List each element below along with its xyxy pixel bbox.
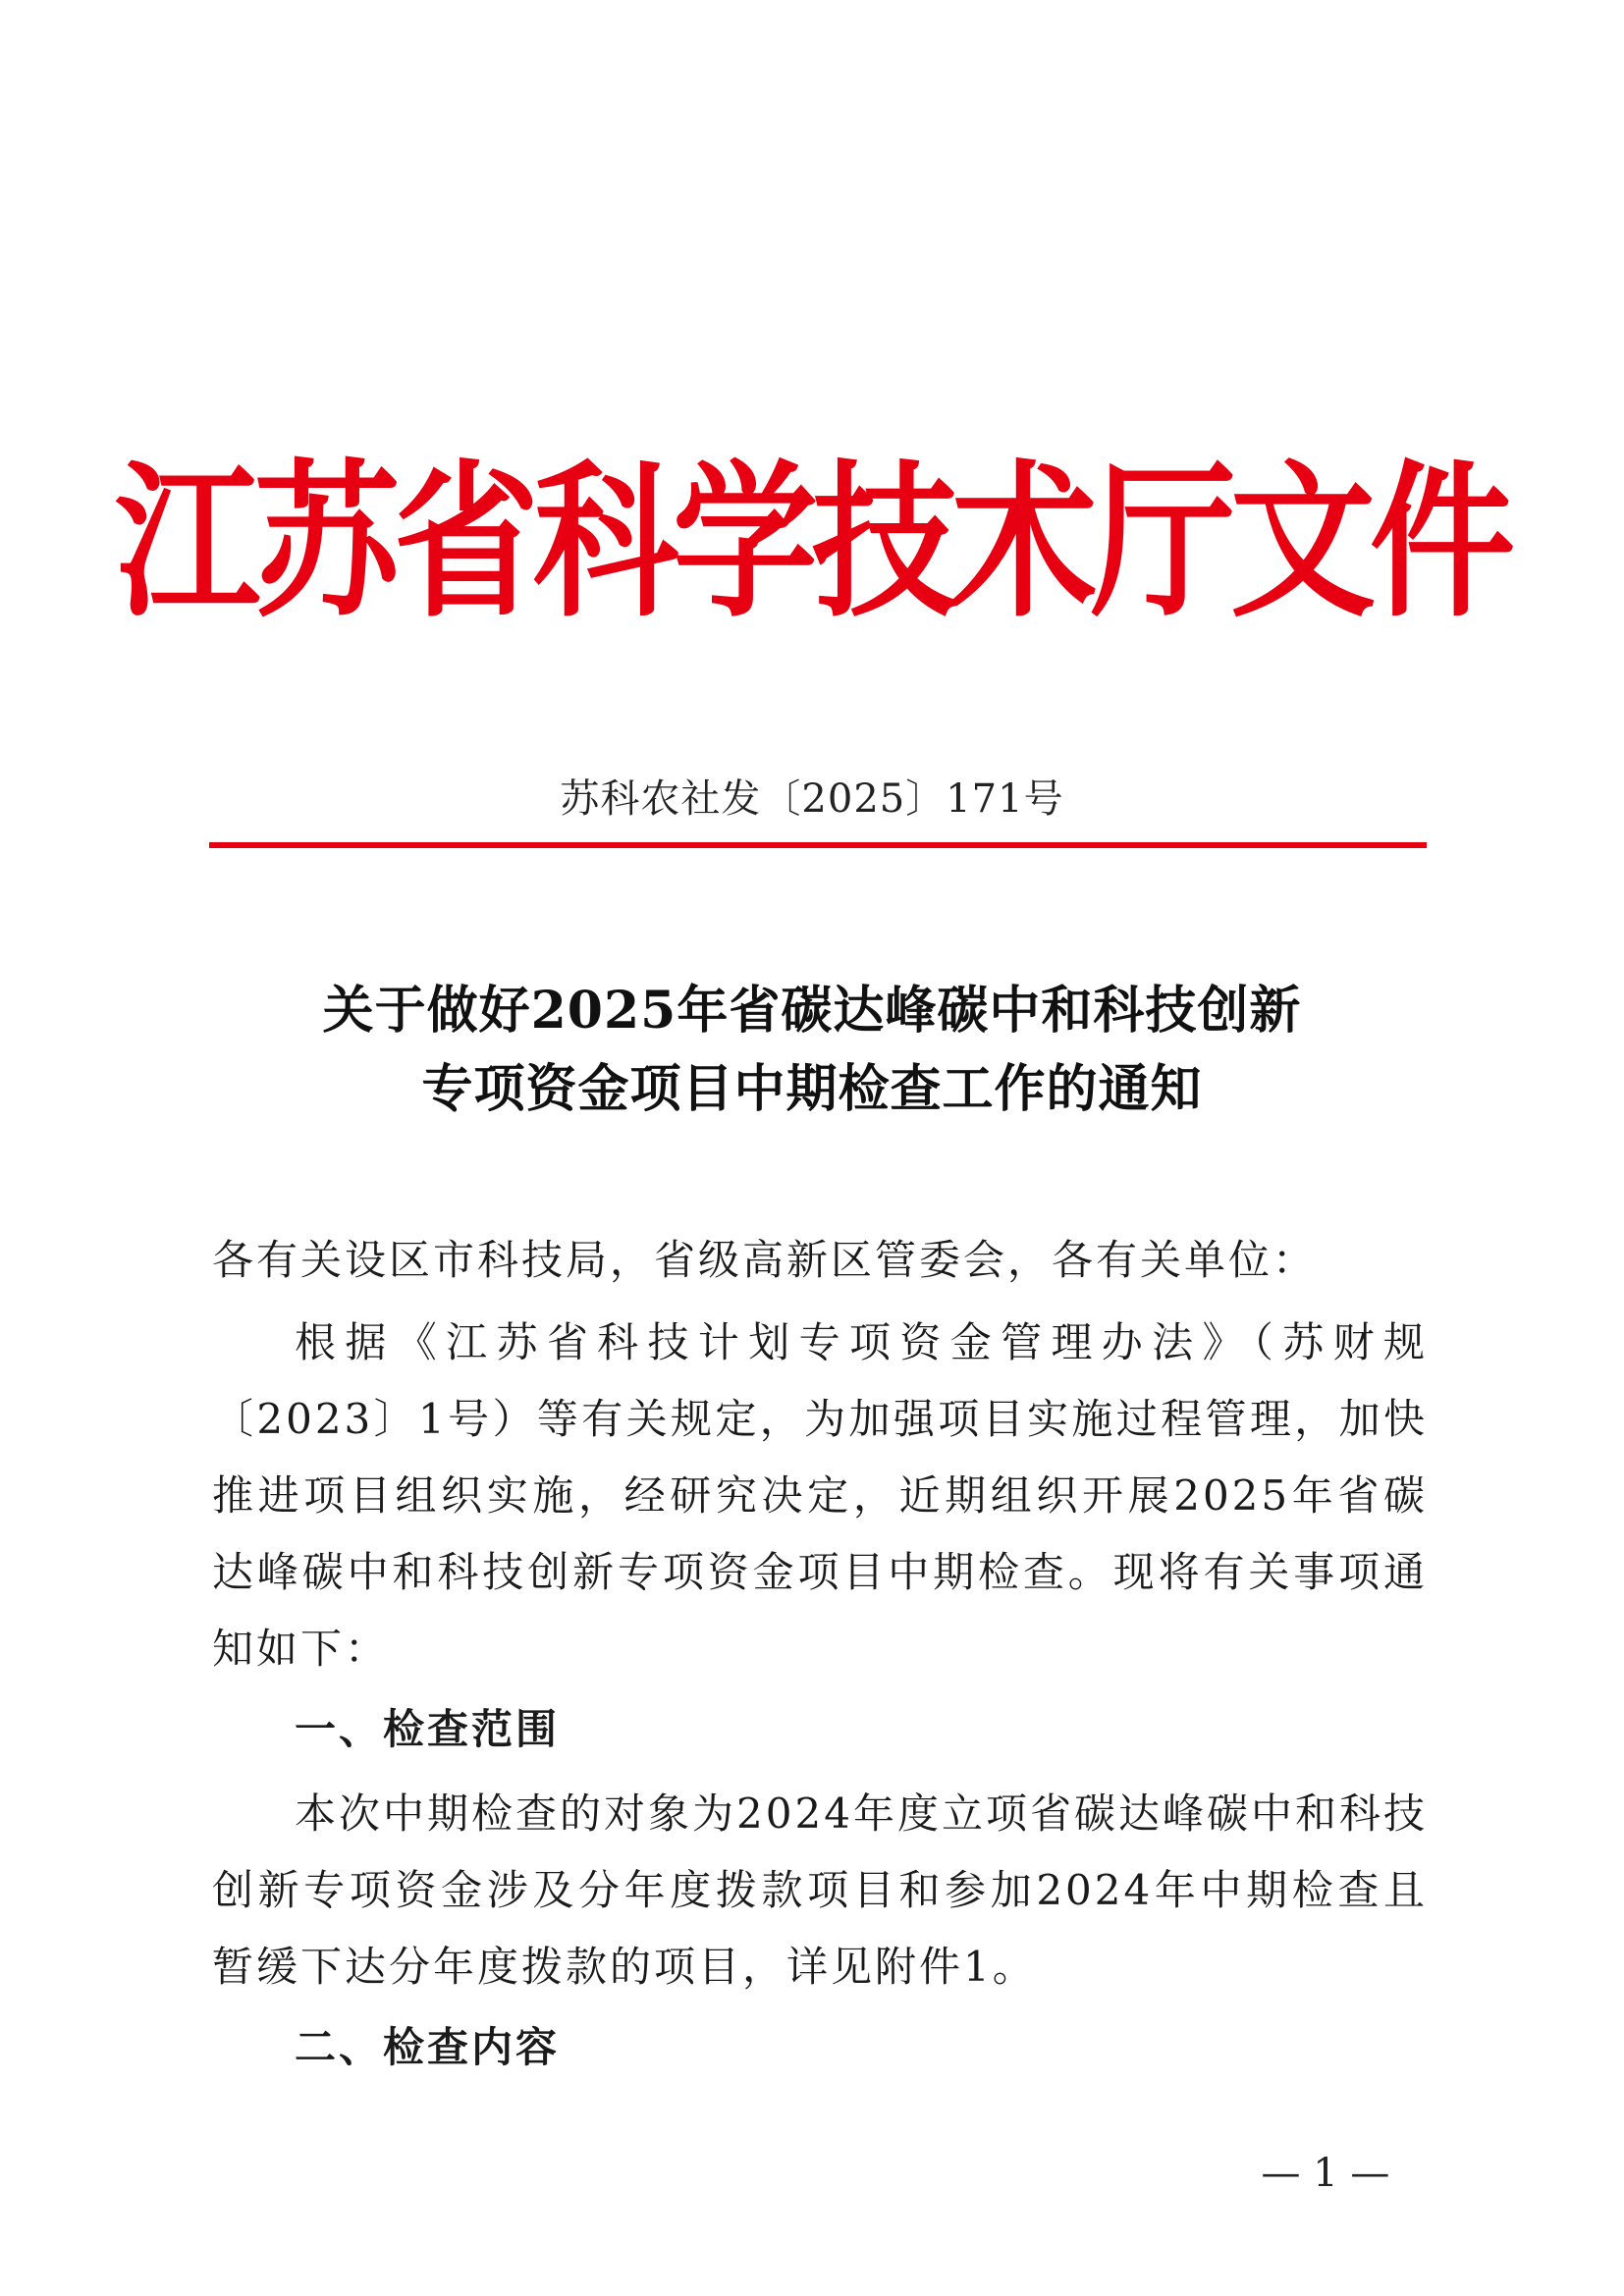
notice-title-line-1: 关于做好2025年省碳达峰碳中和科技创新 [322,981,1302,1041]
document-number: 苏科农社发〔2025〕171号 [560,776,1064,822]
paragraph-intro: 根据《江苏省科技计划专项资金管理办法》（苏财规〔2023〕1号）等有关规定，为加强项目实施过程管理，加快推进项目组织实施，经研究决定，近期组织开展2025年省碳达峰碳中和科技创新专项资金项目中期检查。现将有关事项通知如下： [212,1318,1428,1673]
section-heading-content: 二、检查内容 [295,2023,561,2071]
notice-title [157,972,1467,1129]
document-body [212,1222,1428,2094]
notice-title-line-2: 专项资金项目中期检查工作的通知 [421,1059,1203,1119]
salutation: 各有关设区市科技局，省级高新区管委会，各有关单位： [212,1236,1318,1284]
red-divider [209,842,1427,848]
paragraph-scope: 本次中期检查的对象为2024年度立项省碳达峰碳中和科技创新专项资金涉及分年度拨款项目和参加2024年中期检查且暂缓下达分年度拨款的项目，详见附件1。 [212,1789,1428,1991]
masthead-title: 江苏省科学技术厅文件 [115,445,1509,640]
section-heading-scope: 一、检查范围 [295,1705,561,1753]
page-number: — 1 — [1261,2151,1390,2196]
